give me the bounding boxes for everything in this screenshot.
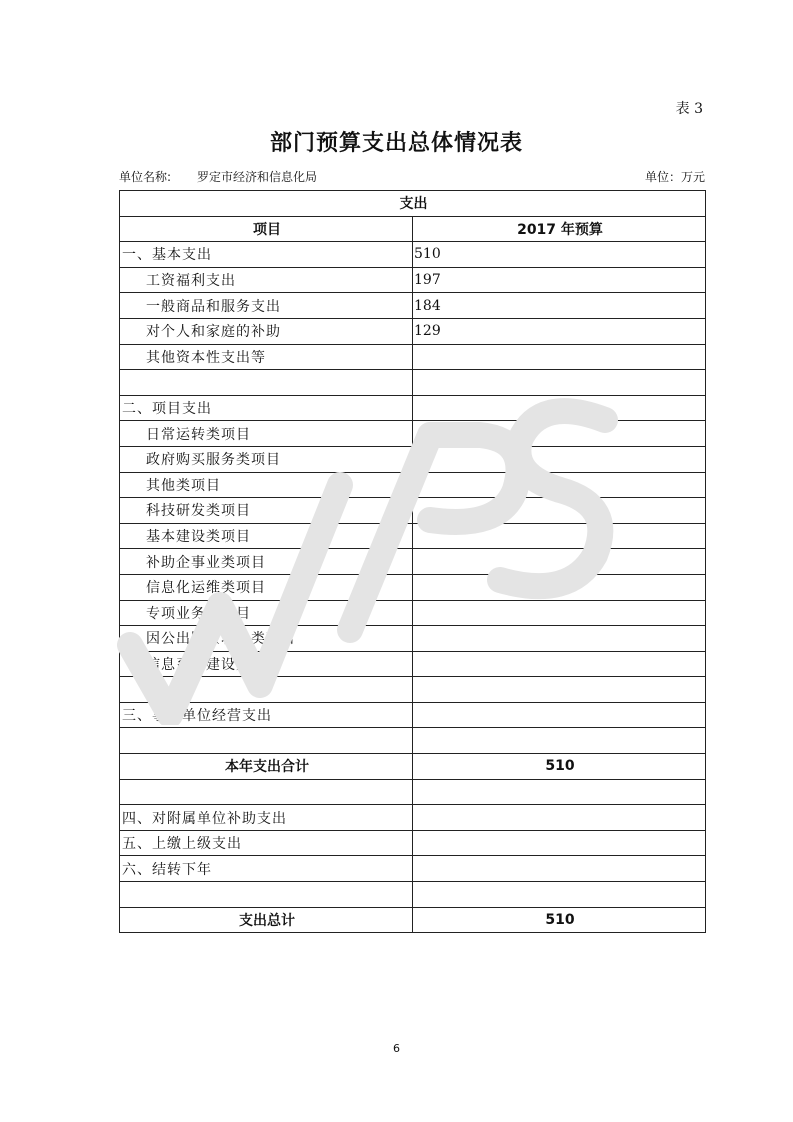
table-row bbox=[120, 446, 706, 472]
org-name: 罗定市经济和信息化局 bbox=[197, 170, 318, 184]
row-label: 政府购买服务类项目 bbox=[120, 446, 413, 472]
row-label: 一般商品和服务支出 bbox=[120, 293, 413, 319]
row-value: 129 bbox=[413, 318, 706, 344]
table-row bbox=[120, 318, 706, 344]
table-row bbox=[120, 293, 706, 319]
table-row bbox=[120, 779, 706, 805]
budget-table bbox=[119, 190, 706, 933]
row-value: 184 bbox=[413, 293, 706, 319]
page-number: 6 bbox=[393, 1042, 400, 1055]
table-row bbox=[120, 498, 706, 524]
table-row bbox=[120, 472, 706, 498]
row-value bbox=[413, 779, 706, 805]
row-value bbox=[413, 574, 706, 600]
row-label bbox=[120, 677, 413, 703]
page-title: 部门预算支出总体情况表 bbox=[269, 131, 523, 156]
table-row bbox=[120, 344, 706, 370]
table-row bbox=[120, 523, 706, 549]
table-row bbox=[120, 728, 706, 754]
row-label: 支出总计 bbox=[120, 907, 413, 933]
table-row bbox=[120, 267, 706, 293]
row-label: 因公出国（境）类项目 bbox=[120, 626, 413, 652]
table-row bbox=[120, 600, 706, 626]
table-row bbox=[120, 549, 706, 575]
row-label: 其他类项目 bbox=[120, 472, 413, 498]
row-value: 510 bbox=[413, 907, 706, 933]
table-row bbox=[120, 754, 706, 780]
row-label: 二、项目支出 bbox=[120, 395, 413, 421]
table-row bbox=[120, 651, 706, 677]
row-value bbox=[413, 421, 706, 447]
row-label bbox=[120, 728, 413, 754]
table-number: 表 3 bbox=[675, 101, 703, 117]
table-row bbox=[120, 830, 706, 856]
row-label: 对个人和家庭的补助 bbox=[120, 318, 413, 344]
table-row bbox=[120, 805, 706, 831]
table-row bbox=[120, 907, 706, 933]
row-value bbox=[413, 677, 706, 703]
row-value bbox=[413, 651, 706, 677]
row-value: 510 bbox=[413, 242, 706, 268]
row-label bbox=[120, 370, 413, 396]
row-label: 五、上缴上级支出 bbox=[120, 830, 413, 856]
row-value: 510 bbox=[413, 754, 706, 780]
table-row bbox=[120, 421, 706, 447]
row-value bbox=[413, 395, 706, 421]
unit-label: 单位：万元 bbox=[644, 170, 705, 184]
row-value bbox=[413, 472, 706, 498]
row-label: 其他资本性支出等 bbox=[120, 344, 413, 370]
column-header-row bbox=[120, 216, 706, 242]
row-label: 科技研发类项目 bbox=[120, 498, 413, 524]
row-label: 信息化运维类项目 bbox=[120, 574, 413, 600]
row-label: 补助企事业类项目 bbox=[120, 549, 413, 575]
table-row bbox=[120, 677, 706, 703]
table-row bbox=[120, 574, 706, 600]
col-header-item: 项目 bbox=[120, 216, 413, 242]
row-label: 专项业务类项目 bbox=[120, 600, 413, 626]
row-label: 六、结转下年 bbox=[120, 856, 413, 882]
row-label bbox=[120, 882, 413, 908]
table-row bbox=[120, 626, 706, 652]
row-label: 信息系统建设类项目 bbox=[120, 651, 413, 677]
table-row bbox=[120, 882, 706, 908]
row-value bbox=[413, 523, 706, 549]
row-value bbox=[413, 830, 706, 856]
row-value bbox=[413, 626, 706, 652]
col-header-budget: 2017 年预算 bbox=[413, 216, 706, 242]
org-info bbox=[119, 168, 317, 185]
row-value bbox=[413, 728, 706, 754]
row-label: 基本建设类项目 bbox=[120, 523, 413, 549]
row-value bbox=[413, 805, 706, 831]
section-header: 支出 bbox=[120, 191, 706, 217]
row-value bbox=[413, 370, 706, 396]
table-row bbox=[120, 242, 706, 268]
table-row bbox=[120, 370, 706, 396]
row-label bbox=[120, 779, 413, 805]
row-label: 三、事业单位经营支出 bbox=[120, 702, 413, 728]
row-value bbox=[413, 856, 706, 882]
row-value bbox=[413, 702, 706, 728]
row-label: 本年支出合计 bbox=[120, 754, 413, 780]
row-value bbox=[413, 549, 706, 575]
org-label: 单位名称: bbox=[119, 170, 172, 184]
table-row bbox=[120, 702, 706, 728]
row-value bbox=[413, 344, 706, 370]
table-row bbox=[120, 856, 706, 882]
row-value bbox=[413, 446, 706, 472]
row-label: 四、对附属单位补助支出 bbox=[120, 805, 413, 831]
table-row bbox=[120, 395, 706, 421]
row-value bbox=[413, 882, 706, 908]
row-value: 197 bbox=[413, 267, 706, 293]
section-header-row bbox=[120, 191, 706, 217]
row-label: 一、基本支出 bbox=[120, 242, 413, 268]
row-label: 工资福利支出 bbox=[120, 267, 413, 293]
row-label: 日常运转类项目 bbox=[120, 421, 413, 447]
row-value bbox=[413, 600, 706, 626]
row-value bbox=[413, 498, 706, 524]
